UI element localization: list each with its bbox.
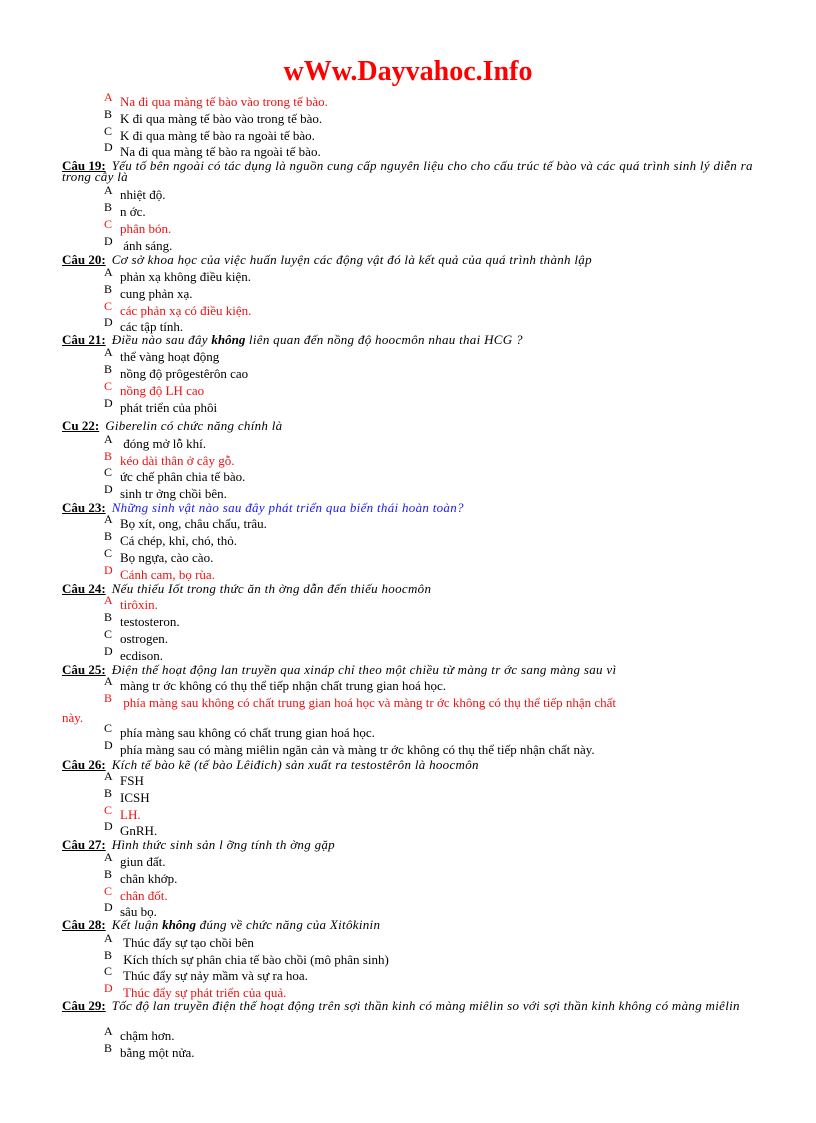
option-row: B K đi qua màng tế bào vào trong tế bào. [104, 107, 323, 126]
option-row: C ostrogen. [104, 627, 169, 646]
option-row: D Na đi qua màng tế bào ra ngoài tế bào. [104, 140, 321, 159]
option-row: C nồng độ LH cao [104, 379, 205, 398]
question-20: Câu 20: Cơ sở khoa học của việc huấn luyện các động vật đó là kết quả của quá trình thành lập [62, 252, 592, 267]
option-row: D ánh sáng. [104, 234, 173, 253]
option-row: C các phản xạ có điều kiện. [104, 299, 252, 318]
question-27: Câu 27: Hình thức sinh sản l ỡng tính th ờng gặp [62, 837, 335, 852]
option-row: A Bọ xít, ong, châu chấu, trâu. [104, 512, 267, 531]
question-21: Câu 21: Điều nào sau đây không liên quan đến nồng độ hoocmôn nhau thai HCG ? [62, 332, 523, 347]
option-row: C phía màng sau không có chất trung gian hoá học. [104, 721, 375, 740]
option-row: B Kích thích sự phân chia tế bào chồi (mô phân sinh) [104, 948, 389, 967]
question-23: Câu 23: Những sinh vật nào sau đây phát triển qua biến thái hoàn toàn? [62, 500, 464, 515]
option-row: C Bọ ngựa, cào cào. [104, 546, 214, 565]
option-row: A phản xạ không điều kiện. [104, 265, 252, 284]
option-row: D phía màng sau có màng miêlin ngăn cản và màng tr ớc không có thụ thể tiếp nhận chất này. [104, 738, 595, 757]
question-25: Câu 25: Điện thế hoạt động lan truyền qua xináp chỉ theo một chiều từ màng tr ớc sang màng sau vì [62, 662, 617, 677]
option-row: B n ớc. [104, 200, 146, 219]
option-row: A nhiệt độ. [104, 183, 166, 202]
option-row: B phía màng sau không có chất trung gian hoá học và màng tr ớc không có thụ thể tiếp nhận chất [104, 691, 617, 710]
option-row: C phân bón. [104, 217, 172, 236]
option-row: D GnRH. [104, 819, 158, 838]
option-row: A màng tr ớc không có thụ thể tiếp nhận chất trung gian hoá học. [104, 674, 447, 693]
option-row: A FSH [104, 769, 144, 788]
option-row: D sâu bọ. [104, 900, 157, 919]
option-row: C ức chế phân chia tế bào. [104, 465, 246, 484]
option-row: C LH. [104, 803, 141, 822]
question-19: Câu 19: Yếu tố bên ngoài có tác dụng là nguồn cung cấp nguyên liệu cho cho cấu trúc tế bào và các quá trình sinh lý diễn ra trong cây là [62, 158, 753, 184]
site-header: wWw.Dayvahoc.Info [283, 56, 533, 87]
option-row: B chân khớp. [104, 867, 178, 886]
option-row: D các tập tính. [104, 315, 184, 334]
option-row: B nồng độ prôgestêrôn cao [104, 362, 249, 381]
option-row: D phát triển của phôi [104, 396, 218, 415]
question-28: Câu 28: Kết luận không đúng về chức năng của Xitôkinin [62, 917, 381, 932]
option-row: D sinh tr ởng chồi bên. [104, 482, 227, 501]
option-row: D ecdison. [104, 644, 163, 663]
option-row: A giun đất. [104, 850, 166, 869]
question-22: Cu 22: Giberelin có chức năng chính là [62, 418, 283, 433]
option-row: A thể vàng hoạt động [104, 345, 220, 364]
option-row: D Thúc đẩy sự phát triển của quả. [104, 981, 287, 1000]
option-row: B bằng một nửa. [104, 1041, 195, 1060]
question-29: Câu 29: Tốc độ lan truyền điện thế hoạt động trên sợi thần kinh có màng miêlin so với sợi thần kinh không có màng miêlin [62, 998, 740, 1013]
option-row: B testosteron. [104, 610, 180, 629]
option-row: B ICSH [104, 786, 150, 805]
option-row: B Cá chép, khỉ, chó, thỏ. [104, 529, 237, 548]
option-continuation: này. [62, 710, 84, 725]
question-26: Câu 26: Kích tế bào kẽ (tế bào Lêiđich) sản xuất ra testostêrôn là hoocmôn [62, 757, 479, 772]
option-row: A Thúc đẩy sự tạo chồi bên [104, 931, 254, 950]
option-row: C Thúc đẩy sự nảy mầm và sự ra hoa. [104, 964, 308, 983]
option-row: A tirôxin. [104, 593, 158, 612]
option-row: A đóng mở lỗ khí. [104, 432, 206, 451]
option-row: A chậm hơn. [104, 1024, 175, 1043]
option-row: B cung phản xạ. [104, 282, 193, 301]
option-row: C K đi qua màng tế bào ra ngoài tế bào. [104, 124, 315, 143]
option-row: A Na đi qua màng tế bào vào trong tế bào. [104, 90, 328, 109]
option-row: C chân đốt. [104, 884, 168, 903]
question-24: Câu 24: Nếu thiếu Iốt trong thức ăn th ờng dẫn đến thiếu hoocmôn [62, 581, 432, 596]
option-row: B kéo dài thân ở cây gỗ. [104, 449, 235, 468]
option-row: D Cánh cam, bọ rùa. [104, 563, 215, 582]
